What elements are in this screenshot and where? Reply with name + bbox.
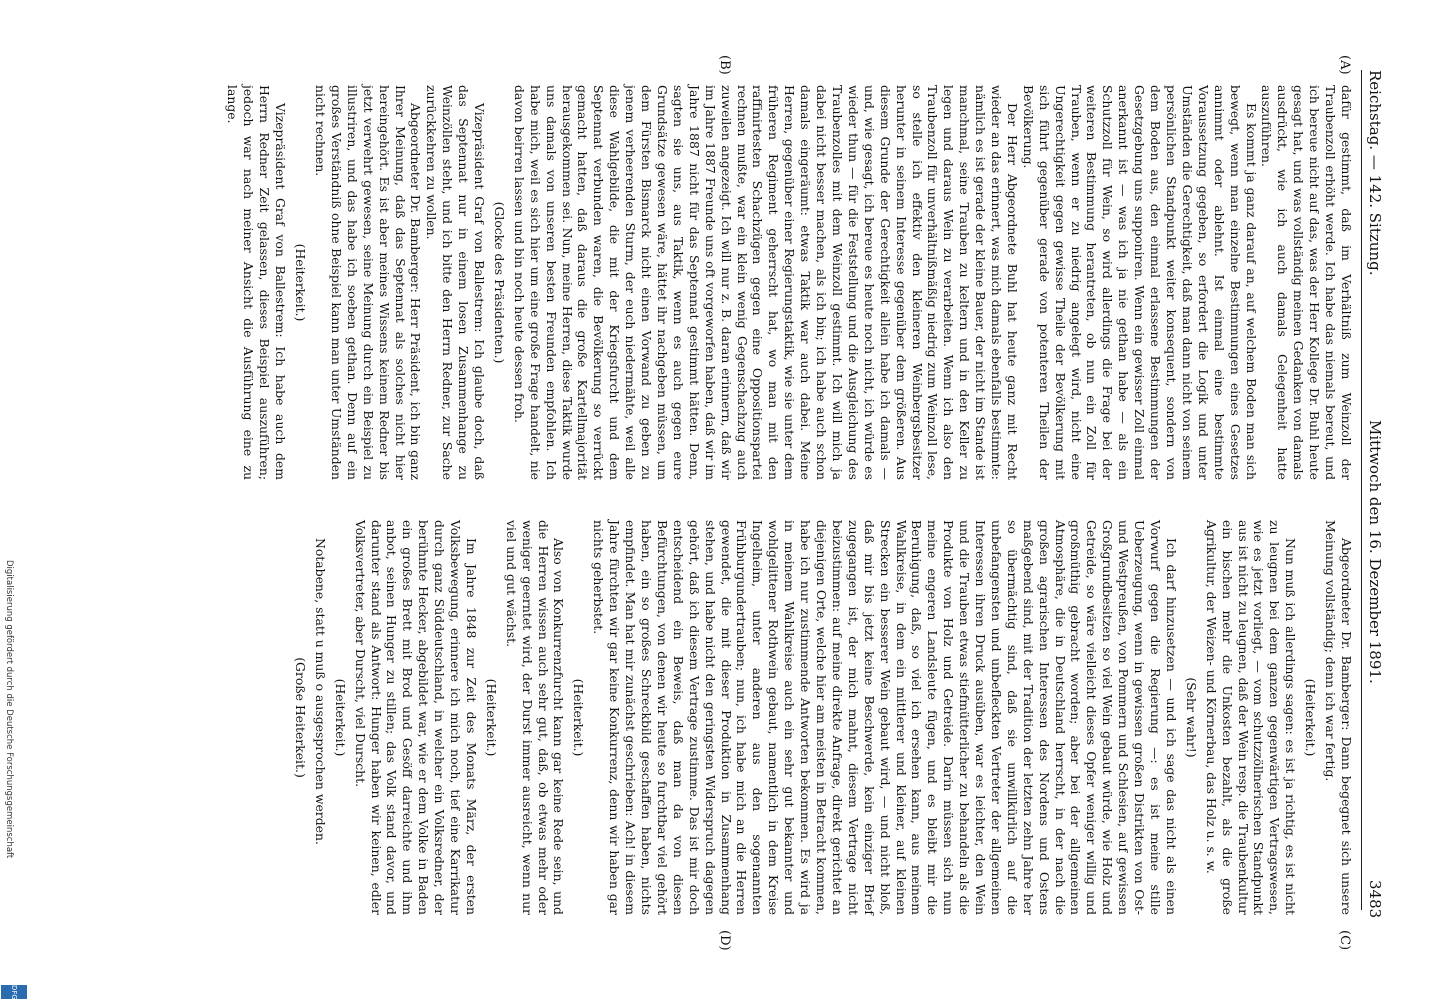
text-column-left (225, 85, 1354, 480)
paragraph: dafür gestimmt, daß im Verhältniß zum Weinzoll der Traubenzoll erhöht werde. Ich habe das niemals bereut, und ich bereue nicht auf das, was der Herr Kollege Dr. Buhl heute gesagt hat, und was vollständig meinen Gedanken von damals ausdrückt, wie ich auch damals Gelegenheit hatte auszuführen. (1259, 85, 1354, 480)
paragraph: Ich darf hinzusetzen — und ich sage das nicht als einen Vorwurf gegen die Regierung —: es ist meine stille Ueberzeugung, wenn in gewissen großen Distrikten von Ost- und Westpreußen, von Pommern und Schlesien, auf gewissen Großgrundbesitzen so viel Wein gebaut würde, wie Holz und Getreide, so wäre vielleicht dieses Opfer weniger willig und großmüthig gebracht worden; aber bei der allgemeinen Atmosphäre, die in Deutschland herrscht, in der nach die großen agrarischen Interessen des Nordens und Ostens maßgebend sind, mit der Tradition der letzten zehn Jahre her so übermächtig sind, daß sie unwillkürlich auf die unbefangensten und unbefleckten Vertreter der allgemeinen Interessen ihren Druck ausüben, war es leichter, den Wein und die Trauben etwas stiefmütterlicher zu behandeln als die Produkte von Holz und Getreide. Darin müssen sich nun meine engeren Landsleute fügen, und es bleibt mir die Beruhigung, daß, so viel ich ersehen kann, aus meinem Wahlkreise, in dem ein mittlerer und kleiner, auf kleinen Strecken ein besserer Wein gebaut wird, — und nicht bloß, daß mir bis jetzt keine Beschwerde, kein einziger Brief zugegangen ist, der mich mahnt, diesem Vertrage nicht beizustimmen: auf meine direkte Anfrage, direkt gerichtet an diejenigen Orte, welche hier am meisten in Betracht kommen, habe ich nur zustimmende Antworten bekommen. Es wird ja in meinem Wahlkreise auch ein sehr gut bekannter und wohlgelittener Rothwein gebaut, namentlich in dem Kreise Ingelheim, unter anderen aus den sogenannten Frühburgundertrauben; nun, ich habe mich an die Herren gewendet, die mit dieser Produktion in Zusammenhang stehen, und habe nicht den geringsten Widerspruch dagegen gehört, daß ich diesem Vertrage zustimme. Das ist mir doch entscheidend ein Beweis, daß man da von diesen Befürchtungen, von denen wir heute so furchtbar viel gehört haben, ein so großes Schreckbild geschaffen haben, nichts empfindet. Man hat mir zunächst geschrieben: Ach! in diesem Jahre fürchten wir gar keine Konkurrenz, denn wir haben gar nichts geherbstet. (591, 520, 1179, 915)
header-date: Mittwoch den 16. Dezember 1891. (1366, 420, 1384, 684)
stage-direction: (Heiterkeit.) (1303, 678, 1319, 757)
paragraph: Im Jahre 1848 zur Zeit des Monats März, der ersten Volksbewegung, erinnere ich mich noch, tief eine Karrikatur durch ganz Süddeutschland, in welcher ein Volksredner, der berühmte Hecker, abgebildet war, wie er dem Volke in Baden ein großes Brett mit Brod und Gesöff darreichte und ihm anbot, seinen Hunger zu stillen; das Volk stand davor, und darunter stand als Antwort: Hunger haben wir keinen, edler Volksvertreter, aber Durscht, viel Durscht. (352, 520, 479, 915)
paragraph: Vizepräsident Graf von Ballestrem: Ich glaube doch, daß das Septennat nur in einem losen Zusammenhange zu Weinzöllen steht, und ich bitte den Herrn Redner, zur Sache zurückkehren zu wollen. (424, 85, 488, 480)
paragraph: Notabene, statt u muß o ausgesprochen werden. (312, 538, 328, 845)
paragraph: Nun muß ich allerdings sagen: es ist ja richtig, es ist nicht zu leugnen bei dem ganzen gegenwärtigen Vertragswesen, wie es jetzt vorliegt, — vom schutzzöllnerischen Standpunkt aus ist nicht zu leugnen, daß der Wein resp. die Traubenkultur ein bischen mehr die Unkosten bezahlt, als die große Agrikultur, der Weizen- und Körnerbau, das Holz u. s. w. (1203, 520, 1299, 915)
page-number: 3483 (1366, 880, 1384, 919)
margin-mark-d: (D) (717, 930, 732, 951)
stage-direction: (Heiterkeit.) (483, 678, 499, 757)
page-header (1362, 0, 1384, 1000)
digitization-credit: Digitalisierung gefördert durch die Deutsche Forschungsgemeinschaft (4, 560, 14, 859)
stage-direction: (Heiterkeit.) (293, 243, 309, 322)
paragraph: Abgeordneter Dr. Bamberger: Herr Präsident, ich bin ganz Ihrer Meinung, daß das Septennat als solches nicht hier hereingehört. Es ist aber meines Wissens keinem Redner bis jetzt verwehrt gewesen, seine Meinung durch ein Beispiel zu illustriren, und das habe ich soeben gethan. Denn auf ein großes Verständniß ohne Beispiel kann man unter Umständen nicht rechnen. (313, 85, 424, 480)
margin-mark-a: (A) (1337, 55, 1352, 75)
margin-mark-c: (C) (1337, 930, 1352, 951)
header-session: Reichstag. — 142. Sitzung. (1366, 70, 1384, 276)
paragraph: Der Herr Abgeordnete Buhl hat heute ganz mit Recht wieder an das erinnert, was mich damals ebenfalls bestimmte: nämlich es ist gerade der kleine Bauer, der nicht im Stande ist manchmal, seine Trauben zu keltern und in den Keller zu legen und daraus Wein zu verarbeiten. Wenn ich also den Traubenzoll für unverhältnißmäßig niedrig zum Weinzoll lese, so stelle ich effektiv den kleineren Weinbergsbesitzer herunter in seinem Interesse gegenüber dem größeren. Aus diesem Grunde der Gerechtigkeit allein habe ich damals — und, wie gesagt, ich bereue es heute noch nicht, ich würde es wieder thun — für die Feststellung und die Ausgleichung des Traubenzolles mit dem Weinzoll gestimmt. Ich will mich ja dabei nicht besser machen, als ich bin; ich habe auch schon damals eingeräumt: etwas Taktik war auch dabei. Meine Herren, gegenüber einer Regierungstaktik, wie sie unter dem früheren Regiment geherrscht hat, wo man mit den raffinirtesten Schachzügen gegen eine Oppositionspartei rechnen mußte, war ein klein wenig Gegenschachzug auch zuweilen angezeigt. Ich will nur z. B. daran erinnern, daß wir im Jahre 1887 Freunde uns oft vorgeworfen haben, daß wir im Jahre 1887 nicht für das Septennat gestimmt hätten. Denn, sagten sie uns, aus Taktik, wenn es auch gegen eure Grundsätze gewesen wäre, hättet ihr nachgeben müssen, um dem Fürsten Bismarck nicht einen Vorwand zu geben zu jenem verheerenden Sturm, der euch niedermähte, weil alle diese Wahlgebilde, die mit der Kriegsfurcht und dem Septennat verbunden waren, die Bevölkerung so verrückt gemacht hatten, daß daraus die große Kartellmajorität herausgekommen sei. Nun, meine Herren, diese Taktik wurde uns damals von unseren besten Freunden empfohlen. Ich habe mich, weil es sich hier um eine große Frage handelt, nie davon beirren lassen und bin noch heute dessen froh. (511, 85, 1020, 480)
header-rule (1361, 70, 1362, 910)
stage-direction: (Heiterkeit.) (571, 678, 587, 757)
dfg-logo: DFG (1, 985, 27, 999)
paragraph: Vizepräsident Graf von Ballestrem: Ich habe auch dem Herrn Redner Zeit gelassen, dieses Beispiel auszuführen; jedoch war nach meiner Ansicht die Ausführung eine zu lange. (225, 85, 289, 480)
stage-direction: (Glocke des Präsidenten.) (491, 201, 507, 364)
paragraph: Abgeordneter Dr. Bamberger: Dann begegnet sich unsere Meinung vollständig; denn ich war fertig. (1323, 520, 1354, 915)
stage-direction: (Sehr wahr!) (1183, 677, 1199, 758)
stage-direction: (Große Heiterkeit.) (292, 657, 308, 778)
paragraph: Also von Konkurrenzfurcht kann gar keine Rede sein, und die Herren wissen auch sehr gut, daß, ob etwas mehr oder weniger geerntet wird, der Durst immer ausreicht, wenn nur viel und gut wächst. (503, 520, 567, 915)
margin-mark-b: (B) (717, 55, 732, 75)
stage-direction: (Heiterkeit.) (332, 678, 348, 757)
text-column-right (288, 520, 1354, 915)
paragraph: Es kommt ja ganz darauf an, auf welchem Boden man sich bewegt, wenn man einzelne Bestimmungen eines Gesetzes annimmt oder ablehnt. Ist einmal eine bestimmte Voraussetzung gegeben, so erfordert die Logik und unter Umständen die Gerechtigkeit, daß man dann nicht von seinem persönlichen Standpunkt weiter konsequent, sondern von dem Boden aus, den einmal erlassene Bestimmungen der Gesetzgebung uns supponiren. Wenn ein gewisser Zoll einmal anerkannt ist — was ich ja nie gethan habe — als ein Schutzzoll für Wein, so wird allerdings die Frage bei der weiteren Bestimmung herantreten, ob nun ein Zoll für Trauben, wenn er zu niedrig angelegt wird, nicht eine Ungerechtigkeit gegen gewisse Theile der Bevölkerung mit sich führt gegenüber gerade von potenteren Theilen der Bevölkerung. (1020, 85, 1259, 480)
